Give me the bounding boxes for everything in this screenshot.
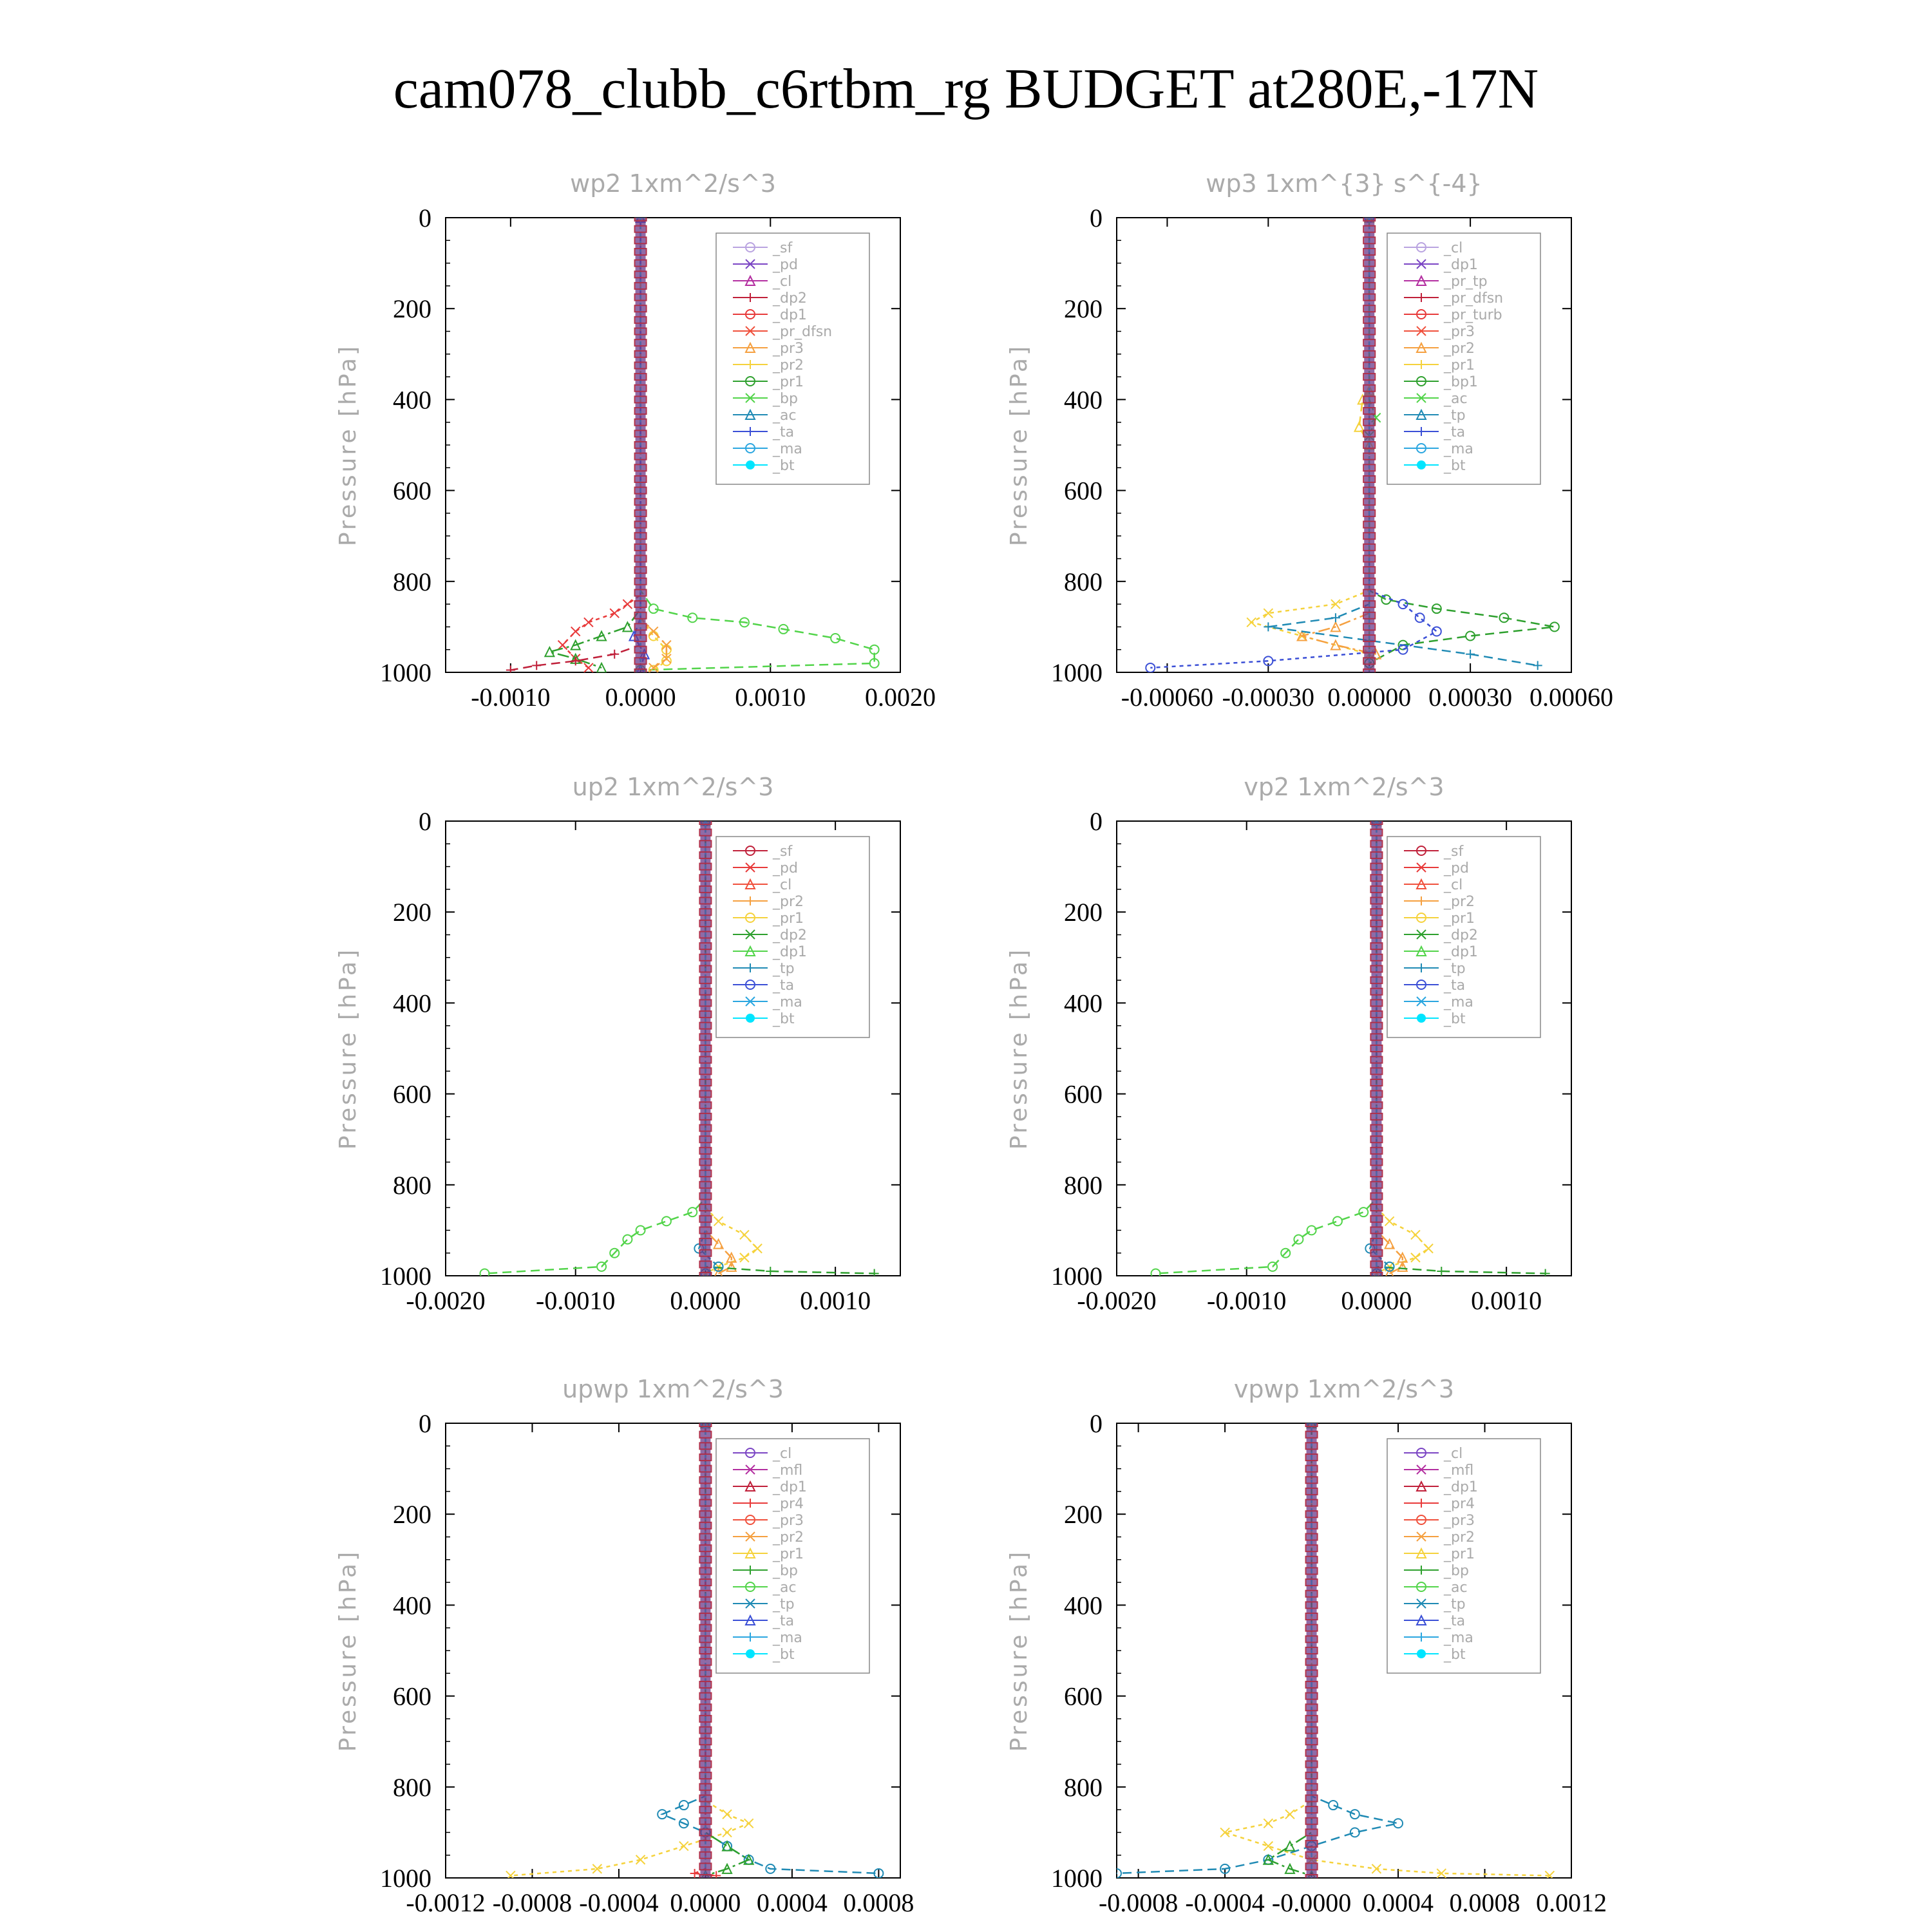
series-point-_pr1b bbox=[1355, 422, 1364, 431]
y-tick-label: 600 bbox=[1064, 476, 1103, 506]
legend-entry: _pr3 bbox=[1444, 1513, 1475, 1529]
legend-entry: _ma bbox=[773, 1630, 802, 1646]
legend-entry: _sf bbox=[773, 844, 793, 860]
legend-entry: _cl bbox=[773, 877, 792, 893]
series-point-_pr3 bbox=[649, 627, 658, 636]
x-tick-label: -0.0008 bbox=[492, 1888, 573, 1917]
legend-entry: _tp bbox=[1444, 1596, 1466, 1613]
legend-entry: _pr_tp bbox=[1444, 274, 1488, 290]
legend-entry: _pr1 bbox=[1444, 911, 1475, 927]
series-point-_dp1 bbox=[584, 618, 593, 627]
x-tick-label: 0.0000 bbox=[1341, 1286, 1412, 1315]
series-point-_pr1 bbox=[740, 1253, 749, 1262]
legend-entry: _ta bbox=[1444, 424, 1466, 440]
page-title: cam078_clubb_c6rtbm_rg BUDGET at280E,-17N bbox=[393, 58, 1539, 120]
series-point-_dp2 bbox=[506, 665, 515, 674]
legend-entry: _mfl bbox=[1444, 1463, 1474, 1479]
legend-entry: _dp2 bbox=[773, 927, 807, 943]
x-tick-label: -0.0010 bbox=[471, 683, 551, 712]
series-line-_pr1 bbox=[1251, 218, 1369, 654]
y-tick-label: 400 bbox=[393, 1591, 431, 1620]
series-point-_dp1 bbox=[480, 1269, 489, 1278]
series-point-_pr2 bbox=[649, 632, 658, 641]
chart-title: vp2 1xm^2/s^3 bbox=[1244, 773, 1444, 801]
zero-line-band bbox=[1371, 821, 1381, 1276]
x-tick-label: 0.0000 bbox=[670, 1286, 741, 1315]
x-tick-label: -0.0004 bbox=[1185, 1888, 1265, 1917]
series-point-_pr2 bbox=[727, 1262, 736, 1271]
series-point-_dp1 bbox=[662, 1217, 671, 1226]
y-tick-label: 200 bbox=[1064, 898, 1103, 927]
series-line-_pr1 bbox=[511, 1423, 749, 1876]
legend-entry: _bp bbox=[1444, 1563, 1469, 1579]
y-tick-label: 0 bbox=[1090, 1409, 1103, 1438]
legend-entry: _pr1 bbox=[1444, 1546, 1475, 1562]
chart-title: vpwp 1xm^2/s^3 bbox=[1233, 1375, 1455, 1403]
legend-entry: _ma bbox=[773, 994, 802, 1010]
y-tick-label: 400 bbox=[393, 385, 431, 415]
x-tick-label: -0.0010 bbox=[536, 1286, 616, 1315]
y-axis-label: Pressure [hPa] bbox=[1006, 947, 1032, 1150]
y-tick-label: 600 bbox=[1064, 1079, 1103, 1109]
legend-entry: _pd bbox=[773, 257, 798, 273]
series-point-_pr1 bbox=[623, 622, 632, 631]
series-point-_pr1 bbox=[1264, 1819, 1273, 1828]
x-tick-label: -0.0004 bbox=[579, 1888, 659, 1917]
chart-panel-upwp bbox=[335, 1375, 914, 1917]
y-tick-label: 0 bbox=[419, 1409, 431, 1438]
chart-title: upwp 1xm^2/s^3 bbox=[562, 1375, 784, 1403]
legend-entry: _pr2 bbox=[1444, 894, 1475, 910]
legend-entry: _bt bbox=[1444, 1647, 1466, 1663]
legend-entry: _dp1 bbox=[1444, 944, 1478, 960]
legend-entry: _cl bbox=[1444, 1446, 1463, 1462]
y-tick-label: 200 bbox=[1064, 294, 1103, 324]
y-tick-label: 800 bbox=[1064, 567, 1103, 596]
y-tick-label: 200 bbox=[1064, 1500, 1103, 1530]
series-point-_pr1 bbox=[679, 1842, 688, 1851]
series-point-_dp2 bbox=[1541, 1269, 1550, 1278]
legend-entry: _pr1 bbox=[773, 911, 804, 927]
series-point-_tp bbox=[679, 1801, 688, 1810]
legend-entry: _ta bbox=[773, 424, 795, 440]
legend-swatch-marker bbox=[746, 460, 755, 469]
y-tick-label: 600 bbox=[1064, 1681, 1103, 1711]
series-point-_dp1 bbox=[688, 1208, 697, 1217]
series-point-_pr1 bbox=[1411, 1230, 1420, 1239]
legend-entry: _pr3 bbox=[773, 341, 804, 357]
legend-entry: _ma bbox=[1444, 441, 1473, 457]
series-point-_tp bbox=[1329, 1801, 1338, 1810]
chart-panel-up2 bbox=[335, 773, 900, 1315]
legend-swatch-marker bbox=[1417, 1014, 1426, 1023]
legend-swatch-marker bbox=[1417, 460, 1426, 469]
legend-entry: _pr2 bbox=[1444, 341, 1475, 357]
x-tick-label: 0.0010 bbox=[735, 683, 806, 712]
series-point-_pr1 bbox=[506, 1871, 515, 1880]
series-point-_tp bbox=[1331, 613, 1340, 622]
legend-entry: _bp bbox=[773, 391, 798, 407]
series-point-_pr1 bbox=[723, 1828, 732, 1837]
chart-title: wp3 1xm^{3} s^{-4} bbox=[1206, 169, 1482, 198]
zero-line-band bbox=[1307, 1423, 1317, 1878]
y-tick-label: 800 bbox=[393, 1772, 431, 1802]
series-point-_pr2 bbox=[1398, 1262, 1407, 1271]
series-point-_dp1 bbox=[1333, 1217, 1342, 1226]
y-tick-label: 800 bbox=[393, 567, 431, 596]
y-tick-label: 400 bbox=[1064, 1591, 1103, 1620]
zero-line-band bbox=[700, 821, 710, 1276]
legend-entry: _pr_dfsn bbox=[773, 324, 833, 340]
series-point-_pr1 bbox=[1247, 618, 1256, 627]
series-point-_dp1 bbox=[571, 627, 580, 636]
series-point-_pr1 bbox=[1264, 1842, 1273, 1851]
y-tick-label: 1000 bbox=[380, 658, 431, 687]
legend-entry: _pr3 bbox=[773, 1513, 804, 1529]
x-tick-label: -0.0012 bbox=[406, 1888, 486, 1917]
y-tick-label: 600 bbox=[393, 1079, 431, 1109]
series-line-_tp bbox=[1117, 1423, 1398, 1873]
y-tick-label: 0 bbox=[1090, 204, 1103, 232]
legend-entry: _sf bbox=[1444, 844, 1464, 860]
x-tick-label: -0.00030 bbox=[1222, 683, 1314, 712]
x-tick-label: 0.0010 bbox=[1471, 1286, 1542, 1315]
legend-entry: _dp1 bbox=[773, 307, 807, 323]
legend-entry: _pr_turb bbox=[1444, 307, 1502, 323]
legend-entry: _dp1 bbox=[773, 1479, 807, 1495]
legend-entry: _dp1 bbox=[1444, 1479, 1478, 1495]
legend-entry: _dp2 bbox=[773, 290, 807, 307]
legend-entry: _pr2 bbox=[773, 1530, 804, 1546]
legend-entry: _ac bbox=[773, 1580, 797, 1596]
legend-entry: _dp2 bbox=[1444, 927, 1478, 943]
legend-entry: _dp1 bbox=[773, 944, 807, 960]
x-tick-label: 0.00000 bbox=[1327, 683, 1412, 712]
y-axis-label: Pressure [hPa] bbox=[335, 1549, 361, 1752]
legend-entry: _pr2 bbox=[1444, 1530, 1475, 1546]
series-point-_dp1 bbox=[1307, 1226, 1316, 1235]
series-line-_pr1 bbox=[549, 218, 640, 668]
x-tick-label: -0.0010 bbox=[1207, 1286, 1287, 1315]
zero-line-band bbox=[1364, 218, 1374, 672]
series-point-_tp bbox=[1533, 661, 1542, 670]
series-point-_tp bbox=[1350, 1828, 1359, 1837]
series-point-_pr1 bbox=[723, 1810, 732, 1819]
legend-entry: _bp1 bbox=[1444, 374, 1478, 390]
legend-entry: _mfl bbox=[773, 1463, 803, 1479]
legend-entry: _bt bbox=[1444, 1011, 1466, 1027]
legend-entry: _bt bbox=[773, 1647, 795, 1663]
legend-entry: _ma bbox=[1444, 1630, 1473, 1646]
series-point-_ta bbox=[1432, 627, 1441, 636]
y-tick-label: 200 bbox=[393, 1500, 431, 1530]
chart-panel-wp2 bbox=[335, 169, 936, 712]
series-point-_bp bbox=[1285, 1842, 1294, 1851]
series-point-_dp2 bbox=[766, 1267, 775, 1276]
legend-entry: _pr1 bbox=[773, 374, 804, 390]
series-line-_bp bbox=[1268, 1423, 1311, 1876]
legend-entry: _bt bbox=[773, 458, 795, 474]
zero-line-band bbox=[636, 218, 646, 672]
legend-entry: _pr1 bbox=[1444, 357, 1475, 374]
chart-panel-vp2 bbox=[1006, 773, 1571, 1315]
y-axis-label: Pressure [hPa] bbox=[1006, 343, 1032, 547]
x-tick-label: -0.0020 bbox=[406, 1286, 486, 1315]
y-tick-label: 1000 bbox=[1051, 1864, 1103, 1893]
y-tick-label: 800 bbox=[1064, 1772, 1103, 1802]
series-point-_dp1 bbox=[623, 1235, 632, 1244]
x-tick-label: 0.0000 bbox=[605, 683, 676, 712]
x-tick-label: 0.0008 bbox=[1449, 1888, 1520, 1917]
series-point-_pr1 bbox=[1372, 1864, 1381, 1873]
x-tick-label: 0.0000 bbox=[670, 1888, 741, 1917]
chart-panel-wp3 bbox=[1006, 169, 1613, 712]
series-point-_pr1 bbox=[1385, 1217, 1394, 1226]
x-tick-label: 0.0010 bbox=[800, 1286, 871, 1315]
x-tick-label: -0.0020 bbox=[1077, 1286, 1157, 1315]
legend-entry: _ta bbox=[1444, 978, 1466, 994]
series-point-_tp bbox=[1264, 622, 1273, 631]
series-point-_dp2 bbox=[532, 661, 541, 670]
legend-entry: _bt bbox=[773, 1011, 795, 1027]
legend-entry: _ac bbox=[773, 408, 797, 424]
y-tick-label: 400 bbox=[1064, 989, 1103, 1018]
y-tick-label: 200 bbox=[393, 898, 431, 927]
series-line-_dp1 bbox=[485, 821, 706, 1274]
y-tick-label: 0 bbox=[419, 807, 431, 836]
series-point-_pr1 bbox=[753, 1244, 762, 1253]
series-line-_dp1 bbox=[563, 218, 641, 668]
legend-entry: _ta bbox=[773, 978, 795, 994]
legend-entry: _sf bbox=[773, 240, 793, 256]
series-point-_ta bbox=[1416, 613, 1425, 622]
series-point-_ta bbox=[1399, 600, 1408, 609]
legend-entry: _tp bbox=[773, 1596, 795, 1613]
x-tick-label: -0.0008 bbox=[1098, 1888, 1179, 1917]
legend-entry: _tp bbox=[1444, 961, 1466, 977]
chart-title: up2 1xm^2/s^3 bbox=[572, 773, 774, 801]
legend-entry: _ma bbox=[1444, 994, 1473, 1010]
chart-panel-vpwp bbox=[1006, 1375, 1607, 1917]
legend-entry: _pd bbox=[1444, 860, 1469, 876]
x-tick-label: -0.0000 bbox=[1271, 1888, 1352, 1917]
x-tick-label: 0.00030 bbox=[1428, 683, 1513, 712]
series-point-_dp1 bbox=[1151, 1269, 1160, 1278]
y-tick-label: 1000 bbox=[380, 1262, 431, 1291]
y-tick-label: 0 bbox=[1090, 807, 1103, 836]
series-point-_dp2 bbox=[1437, 1267, 1446, 1276]
y-tick-label: 200 bbox=[393, 294, 431, 324]
y-axis-label: Pressure [hPa] bbox=[335, 343, 361, 547]
series-point-_dp1 bbox=[1359, 1208, 1368, 1217]
y-tick-label: 400 bbox=[1064, 385, 1103, 415]
legend-entry: _cl bbox=[773, 274, 792, 290]
legend-entry: _cl bbox=[773, 1446, 792, 1462]
legend-entry: _pr2 bbox=[773, 894, 804, 910]
legend-entry: _cl bbox=[1444, 877, 1463, 893]
series-point-_dp1 bbox=[584, 663, 593, 672]
legend-entry: _pr2 bbox=[773, 357, 804, 374]
legend-entry: _dp1 bbox=[1444, 257, 1478, 273]
series-point-_tp bbox=[1466, 650, 1475, 659]
series-point-_dp1 bbox=[623, 600, 632, 609]
y-tick-label: 1000 bbox=[1051, 658, 1103, 687]
legend-entry: _bp bbox=[773, 1563, 798, 1579]
y-tick-label: 0 bbox=[419, 204, 431, 232]
legend-entry: _tp bbox=[773, 961, 795, 977]
series-point-_pr1 bbox=[1424, 1244, 1433, 1253]
series-point-_pr1 bbox=[744, 1819, 753, 1828]
y-axis-label: Pressure [hPa] bbox=[335, 947, 361, 1150]
series-point-_pr1 bbox=[714, 1217, 723, 1226]
series-point-_dp2 bbox=[571, 656, 580, 665]
series-point-_pr1 bbox=[1285, 1810, 1294, 1819]
x-tick-label: 0.0004 bbox=[756, 1888, 828, 1917]
series-point-_pr4 bbox=[690, 1869, 699, 1878]
legend-entry: _pr_dfsn bbox=[1444, 290, 1504, 307]
y-tick-label: 600 bbox=[393, 1681, 431, 1711]
legend-entry: _pr4 bbox=[1444, 1496, 1475, 1512]
chart-title: wp2 1xm^2/s^3 bbox=[570, 169, 776, 198]
legend-entry: _pd bbox=[773, 860, 798, 876]
legend-entry: _cl bbox=[1444, 240, 1463, 256]
series-line-_dp2 bbox=[511, 218, 641, 670]
legend-entry: _ta bbox=[1444, 1613, 1466, 1629]
legend-entry: _ma bbox=[773, 441, 802, 457]
series-point-_dp1 bbox=[610, 609, 619, 618]
y-axis-label: Pressure [hPa] bbox=[1006, 1549, 1032, 1752]
x-tick-label: 0.0012 bbox=[1536, 1888, 1607, 1917]
y-tick-label: 400 bbox=[393, 989, 431, 1018]
y-tick-label: 1000 bbox=[1051, 1262, 1103, 1291]
legend-entry: _ta bbox=[773, 1613, 795, 1629]
series-point-_pr1 bbox=[740, 1230, 749, 1239]
x-tick-label: 0.0008 bbox=[843, 1888, 914, 1917]
series-point-_dp1 bbox=[636, 1226, 645, 1235]
series-point-_ta bbox=[1146, 663, 1155, 672]
y-tick-label: 800 bbox=[393, 1170, 431, 1200]
series-line-_dp1 bbox=[1156, 821, 1377, 1274]
series-point-_bp bbox=[831, 634, 840, 643]
y-tick-label: 800 bbox=[1064, 1170, 1103, 1200]
y-tick-label: 600 bbox=[393, 476, 431, 506]
x-tick-label: -0.00060 bbox=[1121, 683, 1214, 712]
series-point-_dp2 bbox=[610, 650, 619, 659]
legend-entry: _ac bbox=[1444, 1580, 1468, 1596]
legend-entry: _bt bbox=[1444, 458, 1466, 474]
series-point-_dp2 bbox=[870, 1269, 879, 1278]
series-point-_pr1 bbox=[1220, 1828, 1229, 1837]
x-tick-label: 0.00060 bbox=[1530, 683, 1613, 712]
series-point-_dp1 bbox=[1294, 1235, 1303, 1244]
legend-entry: _tp bbox=[1444, 408, 1466, 424]
legend-entry: _pr4 bbox=[773, 1496, 804, 1512]
legend-swatch-marker bbox=[746, 1014, 755, 1023]
legend-entry: _ac bbox=[1444, 391, 1468, 407]
legend-swatch-marker bbox=[746, 1649, 755, 1658]
x-tick-label: 0.0004 bbox=[1363, 1888, 1434, 1917]
legend-entry: _pr1 bbox=[773, 1546, 804, 1562]
zero-line-band bbox=[700, 1423, 710, 1878]
x-tick-label: 0.0020 bbox=[865, 683, 936, 712]
legend-entry: _pr3 bbox=[1444, 324, 1475, 340]
legend-swatch-marker bbox=[1417, 1649, 1426, 1658]
series-point-_pr1 bbox=[1411, 1253, 1420, 1262]
y-tick-label: 1000 bbox=[380, 1864, 431, 1893]
